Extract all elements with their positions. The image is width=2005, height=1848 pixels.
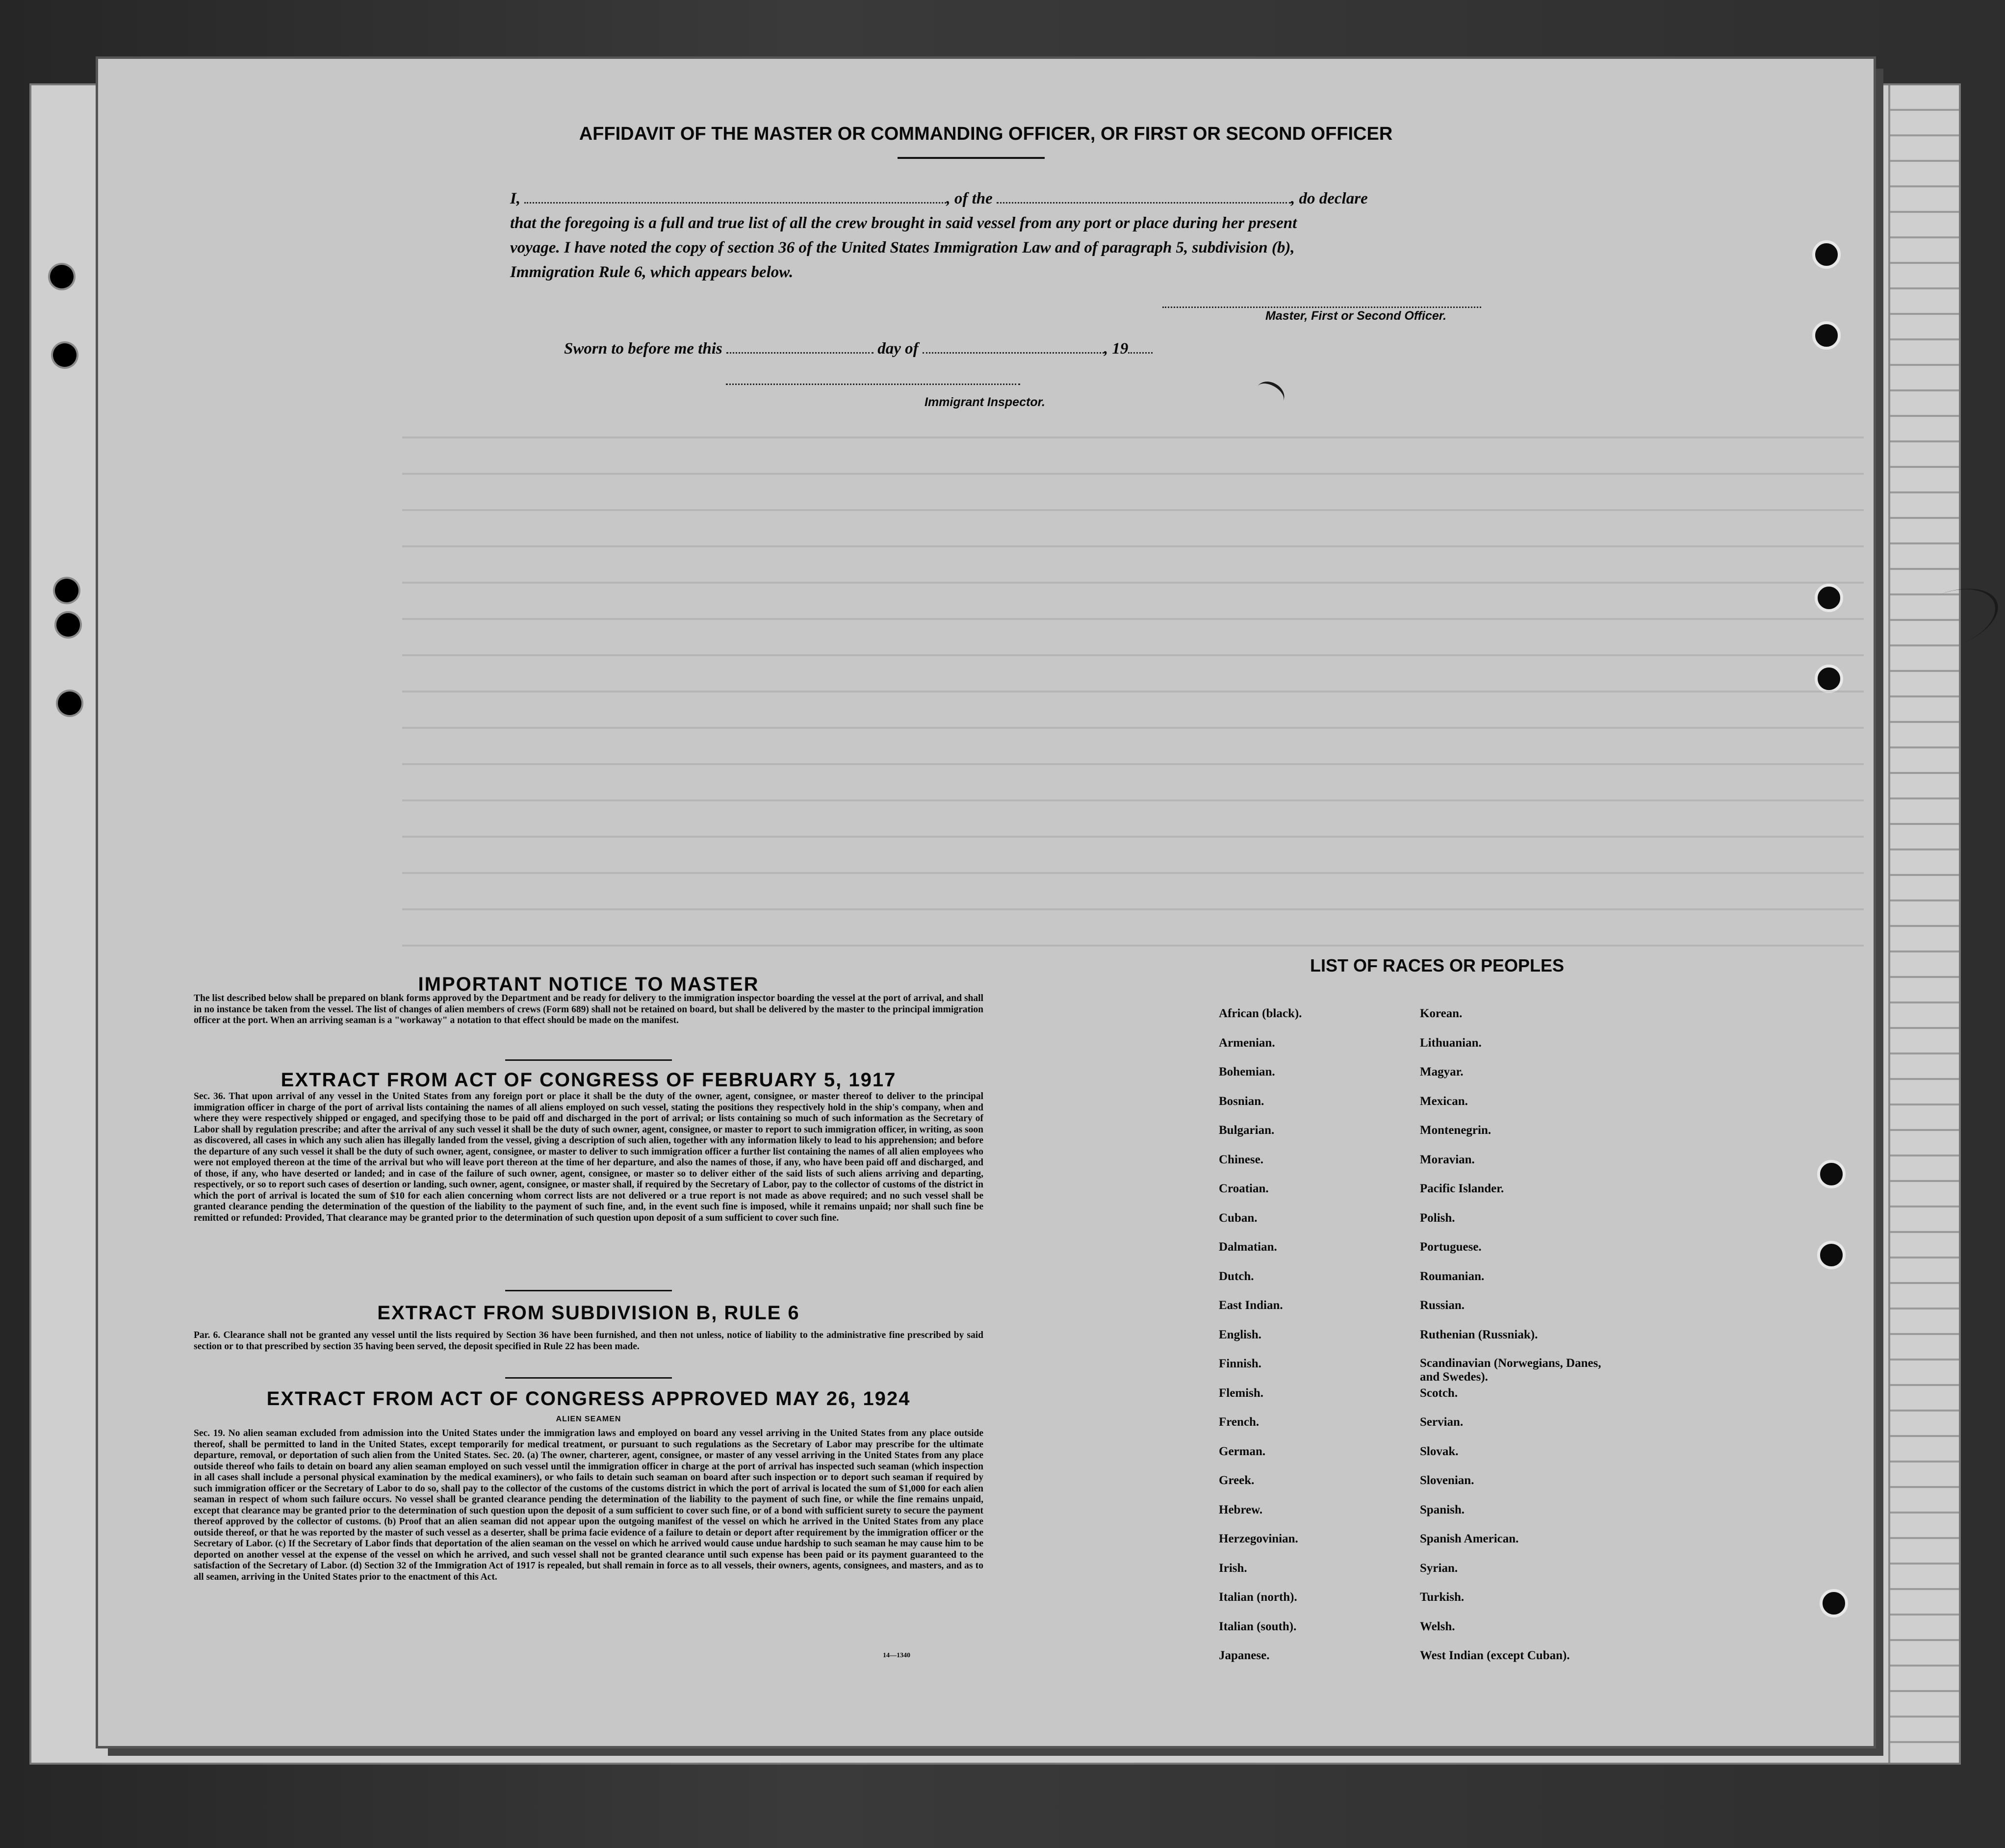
declaration-of-the: , of the bbox=[946, 190, 993, 207]
extract-rule6-title: EXTRACT FROM SUBDIVISION B, RULE 6 bbox=[377, 1302, 800, 1324]
extract-rule6-body: Par. 6. Clearance shall not be granted any vessel until the lists required by Section 36 have been furnished, and then not unless, notice of liability to the administrative fine prescribed by said section or to that prescribed by section 35 having been served, the deposit specified in Rule 22 has been made. bbox=[194, 1330, 983, 1352]
vessel-name-field[interactable] bbox=[997, 187, 1291, 204]
race-item: Hebrew. bbox=[1219, 1503, 1263, 1516]
extract-1917-title: EXTRACT FROM ACT OF CONGRESS OF FEBRUARY 5, 1917 bbox=[281, 1069, 897, 1091]
sworn-year-label: , 19 bbox=[1104, 340, 1129, 358]
races-column-1 bbox=[1219, 1006, 1302, 1678]
race-item: Spanish. bbox=[1420, 1503, 1465, 1516]
master-signature-line[interactable] bbox=[1162, 307, 1481, 308]
sworn-statement bbox=[564, 337, 1153, 358]
race-item: Portuguese. bbox=[1420, 1240, 1482, 1254]
race-item: German. bbox=[1219, 1444, 1266, 1458]
race-item: Russian. bbox=[1420, 1299, 1465, 1312]
race-item: Finnish. bbox=[1219, 1357, 1261, 1370]
declaration-line-4: Immigration Rule 6, which appears below. bbox=[510, 263, 794, 281]
declaration-text bbox=[510, 186, 1491, 284]
declaration-do-declare: , do declare bbox=[1291, 190, 1368, 207]
inspector-signature-label: Immigrant Inspector. bbox=[925, 395, 1045, 409]
race-item: Slovak. bbox=[1420, 1444, 1459, 1458]
binder-hole-icon bbox=[58, 692, 81, 715]
races-column-2 bbox=[1420, 1006, 1606, 1678]
sworn-day-field[interactable] bbox=[726, 337, 874, 354]
race-item: Roumanian. bbox=[1420, 1269, 1485, 1283]
inspector-signature-line[interactable] bbox=[726, 384, 1020, 385]
race-item: African (black). bbox=[1219, 1007, 1302, 1020]
race-item: Slovenian. bbox=[1420, 1474, 1474, 1487]
race-item: Spanish American. bbox=[1420, 1532, 1519, 1545]
notice-title: IMPORTANT NOTICE TO MASTER bbox=[418, 974, 759, 995]
race-item: Italian (north). bbox=[1219, 1591, 1297, 1604]
notice-body: The list described below shall be prepared on blank forms approved by the Department and be ready for delivery to the immigration inspector boarding the vessel at the port of arrival, and shall in no instance be taken from the vessel. The list of changes of alien members of crews (Form 689) shall not be retained on board, but shall be delivered by the master to the principal immigration officer at the port. When an arriving seaman is a "workaway" a notation to that effect should be made on the manifest. bbox=[194, 993, 983, 1026]
master-name-field[interactable] bbox=[524, 187, 946, 204]
punch-hole-icon bbox=[1820, 1589, 1848, 1617]
punch-hole-icon bbox=[1817, 1160, 1846, 1188]
extract-1917-body: Sec. 36. That upon arrival of any vessel in the United States from any foreign port or place it shall be the duty of the owner, agent, consignee, or master thereof to deliver to the principal immigration officer in charge of the port of arrival lists containing the names of all aliens employed on such vessel, stating the positions they respectively hold in the ship's company, when and where they were respectively shipped or engaged, and specifying those to be paid off and discharged in the port of arrival; or lists containing so much of such information as the Secretary of Labor shall by regulation prescribe; and after the arrival of any such vessel it shall be the duty of such owner, agent, consignee, or master to report to such immigration officer, in writing, as soon as discovered, all cases in which any such alien has illegally landed from the vessel, giving a description of such alien, together with any information likely to lead to his apprehension; and before the departure of any such vessel it shall be the duty of such owner, agent, consignee, or master to deliver to such immigration officer a further list containing the names of all alien employees who were not employed thereon at the time of the arrival but who will leave port thereon at the time of her departure, and also the names of those, if any, who have been paid off and discharged, and of those, if any, who have deserted or landed; and in case of the failure of such owner, agent, consignee, or master so to deliver either of the said lists of such aliens arriving and departing, respectively, or so to report such cases of desertion or landing, such owner, agent, consignee, or master shall, if required by the Secretary of Labor, pay to the collector of customs of the district in which the port of arrival is located the sum of $10 for each alien concerning whom correct lists are not delivered or a true report is not made as above required; and no such vessel shall be granted clearance pending the determination of the question of the liability to the payment of such fine, and, in the event such fine is imposed, while it remains unpaid; nor shall such fine be remitted or refunded: Provided, That clearance may be granted prior to the determination of such question upon deposit of a sum sufficient to cover such fine. bbox=[194, 1091, 983, 1223]
binder-hole-icon bbox=[53, 343, 77, 367]
race-item: Pacific Islander. bbox=[1420, 1182, 1504, 1195]
declaration-i: I, bbox=[510, 190, 521, 207]
master-signature-label: Master, First or Second Officer. bbox=[1265, 309, 1447, 323]
race-item: French. bbox=[1219, 1415, 1260, 1429]
sworn-year-field[interactable] bbox=[1128, 337, 1153, 354]
race-item: Chinese. bbox=[1219, 1153, 1263, 1166]
race-item: Montenegrin. bbox=[1420, 1124, 1491, 1137]
title-underline bbox=[898, 157, 1045, 159]
race-item: Flemish. bbox=[1219, 1386, 1263, 1400]
race-item: Korean. bbox=[1420, 1007, 1463, 1020]
section-divider bbox=[505, 1377, 672, 1379]
alien-seamen-subtitle: ALIEN SEAMEN bbox=[556, 1415, 621, 1423]
race-item: Turkish. bbox=[1420, 1591, 1465, 1604]
underlying-sheet-ruled-edge bbox=[1888, 85, 1959, 1763]
race-item: Polish. bbox=[1420, 1211, 1455, 1225]
punch-hole-icon bbox=[1812, 321, 1841, 350]
race-item: East Indian. bbox=[1219, 1299, 1283, 1312]
race-item: Irish. bbox=[1219, 1561, 1247, 1575]
sworn-prefix: Sworn to before me this bbox=[564, 340, 722, 358]
race-item: Armenian. bbox=[1219, 1036, 1275, 1050]
race-item: Dalmatian. bbox=[1219, 1240, 1277, 1254]
form-number: 14—1340 bbox=[883, 1652, 910, 1659]
race-item: Japanese. bbox=[1219, 1649, 1270, 1662]
binder-hole-icon bbox=[50, 265, 74, 288]
binder-hole-icon bbox=[55, 579, 78, 602]
section-divider bbox=[505, 1059, 672, 1061]
race-item: Cuban. bbox=[1219, 1211, 1258, 1225]
punch-hole-icon bbox=[1817, 1241, 1846, 1269]
race-item: Greek. bbox=[1219, 1474, 1255, 1487]
race-item: Magyar. bbox=[1420, 1065, 1464, 1078]
extract-1924-title: EXTRACT FROM ACT OF CONGRESS APPROVED MAY 26, 1924 bbox=[266, 1388, 911, 1410]
race-item: Servian. bbox=[1420, 1415, 1464, 1429]
race-item: Dutch. bbox=[1219, 1269, 1254, 1283]
declaration-line-3: voyage. I have noted the copy of section 36 of the United States Immigration Law and of paragraph 5, subdivision (b), bbox=[510, 239, 1295, 257]
race-item: Bosnian. bbox=[1219, 1094, 1264, 1108]
binder-hole-icon bbox=[56, 613, 80, 637]
declaration-line-2: that the foregoing is a full and true list of all the crew brought in said vessel from any port or place during her present bbox=[510, 214, 1297, 232]
race-item: Syrian. bbox=[1420, 1561, 1458, 1575]
race-item: Bulgarian. bbox=[1219, 1124, 1275, 1137]
race-item: Moravian. bbox=[1420, 1153, 1475, 1166]
affidavit-title: AFFIDAVIT OF THE MASTER OR COMMANDING OFFICER, OR FIRST OR SECOND OFFICER bbox=[579, 124, 1393, 144]
race-item: Welsh. bbox=[1420, 1619, 1455, 1633]
punch-hole-icon bbox=[1812, 240, 1841, 269]
race-item: Croatian. bbox=[1219, 1182, 1269, 1195]
race-item: Scandinavian (Norwegians, Danes, and Swedes). bbox=[1420, 1357, 1601, 1384]
race-item: Lithuanian. bbox=[1420, 1036, 1482, 1050]
race-item: Italian (south). bbox=[1219, 1619, 1297, 1633]
race-item: English. bbox=[1219, 1328, 1261, 1341]
sworn-day-label: day of bbox=[877, 340, 919, 358]
extract-1924-body: Sec. 19. No alien seaman excluded from admission into the United States under the immigration laws and employed on board any vessel arriving in the United States from any place outside thereof, shall be permitted to land in the United States, except temporarily for medical treatment, or pursuant to such regulations as the Secretary of Labor may prescribe for the ultimate departure, removal, or deportation of such alien from the United States. Sec. 20. (a) The owner, charterer, agent, consignee, or master of any vessel arriving in the United States from any place outside thereof who fails to detain on board any alien seaman employed on such vessel until the immigration officer in charge at the port of arrival has inspected such seaman (which inspection in all cases shall include a personal physical examination by the medical examiners), or who fails to detain such seaman on board after such inspection or to deport such seaman if required by such immigration officer or the Secretary of Labor to do so, shall pay to the collector of the customs of the customs district in which the port of arrival is located the sum of $1,000 for each alien seaman in respect of whom such failure occurs. No vessel shall be granted clearance pending the determination of the liability to the payment of such fine, or while the fine remains unpaid, except that clearance may be granted prior to the determination of such question upon the deposit of a sum sufficient to cover such fine, or of a bond with sufficient surety to secure the payment thereof approved by the collector of customs. (b) Proof that an alien seaman did not appear upon the outgoing manifest of the vessel on which he arrived in the United States from any place outside thereof, or that he was reported by the master of such vessel as a deserter, shall be prima facie evidence of a failure to detain or deport after requirement by the immigration officer or the Secretary of Labor. (c) If the Secretary of Labor finds that deportation of the alien seaman on the vessel on which he arrived would cause undue hardship to such seaman he may cause him to be deported on another vessel at the expense of the vessel on which he arrived, and such vessel shall not be granted clearance until such expense has been paid or its payment guaranteed to the satisfaction of the Secretary of Labor. (d) Section 32 of the Immigration Act of 1917 is repealed, but shall remain in force as to all vessels, their owners, agents, consignees, and masters, and as to all seamen, arriving in the United States prior to the enactment of this Act. bbox=[194, 1428, 983, 1582]
bleed-through-crew-table bbox=[402, 402, 1864, 961]
race-item: Scotch. bbox=[1420, 1386, 1458, 1400]
race-item: Bohemian. bbox=[1219, 1065, 1275, 1078]
race-item: West Indian (except Cuban). bbox=[1420, 1649, 1570, 1662]
race-item: Herzegovinian. bbox=[1219, 1532, 1298, 1545]
race-item: Mexican. bbox=[1420, 1094, 1468, 1108]
races-title: LIST OF RACES OR PEOPLES bbox=[1310, 955, 1565, 975]
race-item: Ruthenian (Russniak). bbox=[1420, 1328, 1538, 1341]
sworn-month-field[interactable] bbox=[923, 337, 1104, 354]
section-divider bbox=[505, 1290, 672, 1291]
